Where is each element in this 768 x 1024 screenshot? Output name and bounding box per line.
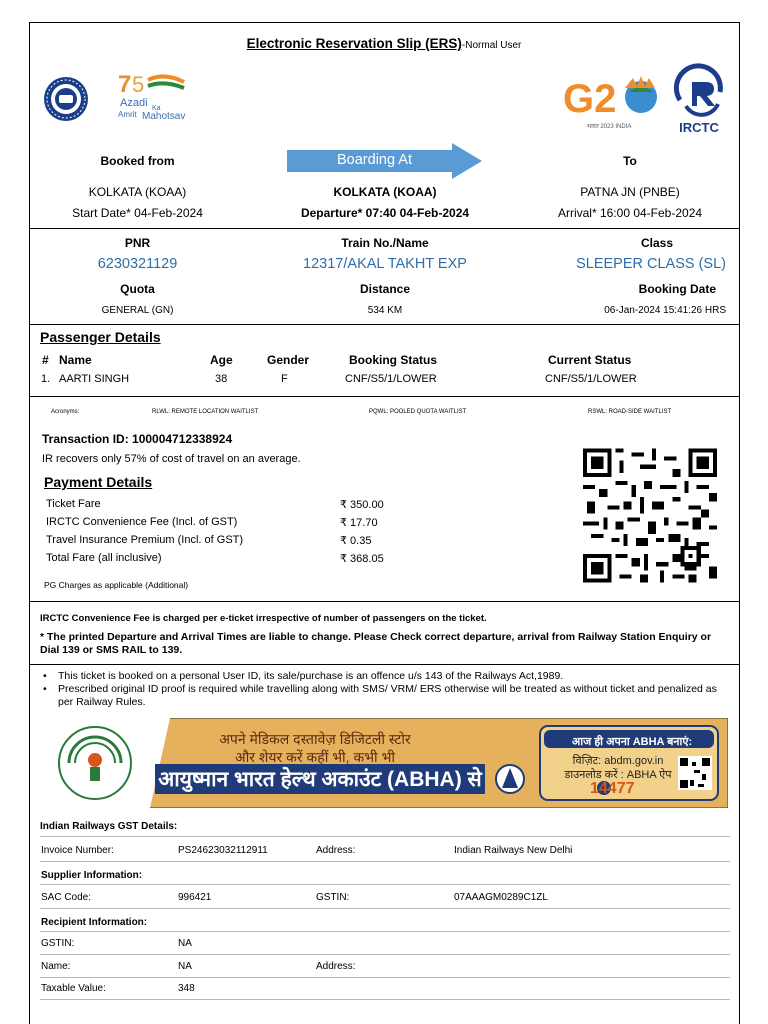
ticket-notes-list xyxy=(40,670,730,709)
svg-text:G2: G2 xyxy=(563,77,617,121)
indian-railways-logo xyxy=(42,70,90,128)
divider xyxy=(40,931,730,932)
divider xyxy=(29,601,740,602)
passenger-header-name: Name xyxy=(59,353,92,367)
to-station: PATNA JN (PNBE) xyxy=(580,185,680,199)
payment-amount: ₹ 368.05 xyxy=(340,553,384,565)
passenger-booking-status: CNF/S5/1/LOWER xyxy=(345,373,437,385)
departure-time: Departure* 07:40 04-Feb-2024 xyxy=(300,206,470,220)
divider xyxy=(29,664,740,665)
svg-text:Mahotsav: Mahotsav xyxy=(142,111,186,122)
payment-label: IRCTC Convenience Fee (Incl. of GST) xyxy=(46,516,238,528)
passenger-name: AARTI SINGH xyxy=(59,373,130,385)
recipient-gstin-value: NA xyxy=(178,938,192,949)
taxable-value: 348 xyxy=(178,983,195,994)
ir-recovery-note: IR recovers only 57% of cost of travel on an average. xyxy=(42,453,301,465)
payment-amount: ₹ 350.00 xyxy=(340,499,384,511)
payment-label: Ticket Fare xyxy=(46,498,101,510)
banner-line-1: अपने मेडिकल दस्तावेज़ डिजिटली स्टोर xyxy=(219,731,411,747)
azadi-ka-amrit-mahotsav-logo xyxy=(112,68,212,128)
class-label: Class xyxy=(640,236,673,250)
booked-from-label: Booked from xyxy=(100,154,175,168)
banner-phone: 14477 xyxy=(590,780,635,797)
list-item: • Prescribed original ID proof is required while travelling along with SMS/ VRM/ ERS otherwise will be treated as without ticket and penalized as per Railway Rules. xyxy=(40,683,730,709)
banner-download: डाउनलोड करें : ABHA ऐप xyxy=(564,769,672,781)
train-value: 12317/AKAL TAKHT EXP xyxy=(303,256,467,272)
invoice-label: Invoice Number: xyxy=(41,845,114,856)
passenger-header-current-status: Current Status xyxy=(548,353,632,367)
address-value: Indian Railways New Delhi xyxy=(454,845,573,856)
recipient-title: Recipient Information: xyxy=(41,917,148,928)
divider xyxy=(40,884,730,885)
gstin-label: GSTIN: xyxy=(316,892,350,903)
recipient-gstin-label: GSTIN: xyxy=(41,938,75,949)
banner-visit: विज़िट: abdm.gov.in xyxy=(572,755,664,767)
distance-value: 534 KM xyxy=(367,305,403,316)
svg-text:7: 7 xyxy=(118,71,132,98)
gst-title: Indian Railways GST Details: xyxy=(40,821,178,832)
convenience-fee-note: IRCTC Convenience Fee is charged per e-ticket irrespective of number of passengers on the ticket. xyxy=(40,613,487,624)
pnr-label: PNR xyxy=(124,236,151,250)
divider xyxy=(40,908,730,909)
svg-text:भारत 2023 INDIA: भारत 2023 INDIA xyxy=(587,124,632,130)
passenger-current-status: CNF/S5/1/LOWER xyxy=(545,373,637,385)
divider xyxy=(29,228,740,229)
from-station: KOLKATA (KOAA) xyxy=(88,185,187,199)
list-item: • This ticket is booked on a personal User ID, its sale/purchase is an offence u/s 143 of the Railways Act,1989. xyxy=(40,670,730,683)
g20-logo xyxy=(563,70,663,134)
train-label: Train No./Name xyxy=(341,236,429,250)
address-label: Address: xyxy=(316,845,356,856)
booking-date-label: Booking Date xyxy=(638,282,716,296)
passenger-header-gender: Gender xyxy=(267,353,310,367)
distance-label: Distance xyxy=(359,282,411,296)
svg-text:Ka: Ka xyxy=(152,105,161,112)
svg-text:5: 5 xyxy=(132,72,145,97)
passenger-age: 38 xyxy=(215,373,228,385)
payment-label: Travel Insurance Premium (Incl. of GST) xyxy=(46,534,244,546)
payment-amount: ₹ 17.70 xyxy=(340,517,378,529)
transaction-id: Transaction ID: 100004712338924 xyxy=(42,432,233,446)
passenger-header-booking-status: Booking Status xyxy=(349,353,438,367)
irctc-logo xyxy=(668,60,730,136)
boarding-at-label: Boarding At xyxy=(337,152,412,168)
booking-date-value: 06-Jan-2024 15:41:26 HRS xyxy=(604,305,726,316)
passenger-gender: F xyxy=(281,373,288,385)
page-title: Electronic Reservation Slip (ERS)-Normal User xyxy=(246,36,522,51)
divider xyxy=(29,396,740,397)
banner-line-3: आयुष्मान भारत हेल्थ अकाउंट (ABHA) से xyxy=(158,768,482,791)
divider xyxy=(40,977,730,978)
recipient-address-label: Address: xyxy=(316,961,356,972)
svg-text:Azadi: Azadi xyxy=(120,97,148,109)
svg-text:IRCTC: IRCTC xyxy=(679,120,719,135)
supplier-title: Supplier Information: xyxy=(41,870,143,881)
pnr-value: 6230321129 xyxy=(97,256,178,272)
taxable-value-label: Taxable Value: xyxy=(41,983,106,994)
quota-label: Quota xyxy=(120,282,155,296)
payment-amount: ₹ 0.35 xyxy=(340,535,372,547)
quota-value: GENERAL (GN) xyxy=(101,305,174,316)
boarding-station: KOLKATA (KOAA) xyxy=(333,185,437,199)
passenger-details-title: Passenger Details xyxy=(40,329,161,345)
acronym-pqwl: PQWL: POOLED QUOTA WAITLIST xyxy=(369,409,467,415)
sac-value: 996421 xyxy=(178,892,212,903)
acronym-rswl: RSWL: ROAD-SIDE WAITLIST xyxy=(588,409,672,415)
sac-label: SAC Code: xyxy=(41,892,92,903)
passenger-header-num: # xyxy=(42,353,49,367)
payment-details-title: Payment Details xyxy=(44,474,153,490)
acronym-rlwl: RLWL: REMOTE LOCATION WAITLIST xyxy=(152,409,259,415)
class-value: SLEEPER CLASS (SL) xyxy=(576,256,726,272)
divider xyxy=(40,999,730,1000)
payment-label: Total Fare (all inclusive) xyxy=(46,552,162,564)
divider xyxy=(29,324,740,325)
passenger-num: 1. xyxy=(41,373,51,385)
qr-code xyxy=(583,447,717,584)
passenger-header-age: Age xyxy=(210,353,233,367)
svg-text:Amrit: Amrit xyxy=(118,110,137,119)
divider xyxy=(40,861,730,862)
recipient-name-label: Name: xyxy=(41,961,71,972)
recipient-name-value: NA xyxy=(178,961,192,972)
timing-note: * The printed Departure and Arrival Times are liable to change. Please Check correct departure, arrival from Railway Station Enquiry or Dial 139 or SMS RAIL to 139. xyxy=(40,631,712,656)
gstin-value: 07AAAGM0289C1ZL xyxy=(454,892,548,903)
banner-line-2: और शेयर करें कहीं भी, कभी भी xyxy=(234,749,396,765)
arrival-time: Arrival* 16:00 04-Feb-2024 xyxy=(557,206,703,220)
banner-cta: आज ही अपना ABHA बनाएं: xyxy=(571,736,693,748)
divider xyxy=(40,954,730,955)
pg-charges-note: PG Charges as applicable (Additional) xyxy=(44,580,189,590)
start-date: Start Date* 04-Feb-2024 xyxy=(72,206,203,220)
invoice-value: PS24623032112911 xyxy=(178,845,268,856)
acronyms-label: Acronyms: xyxy=(51,409,80,415)
to-label: To xyxy=(623,154,637,168)
divider xyxy=(40,836,730,837)
